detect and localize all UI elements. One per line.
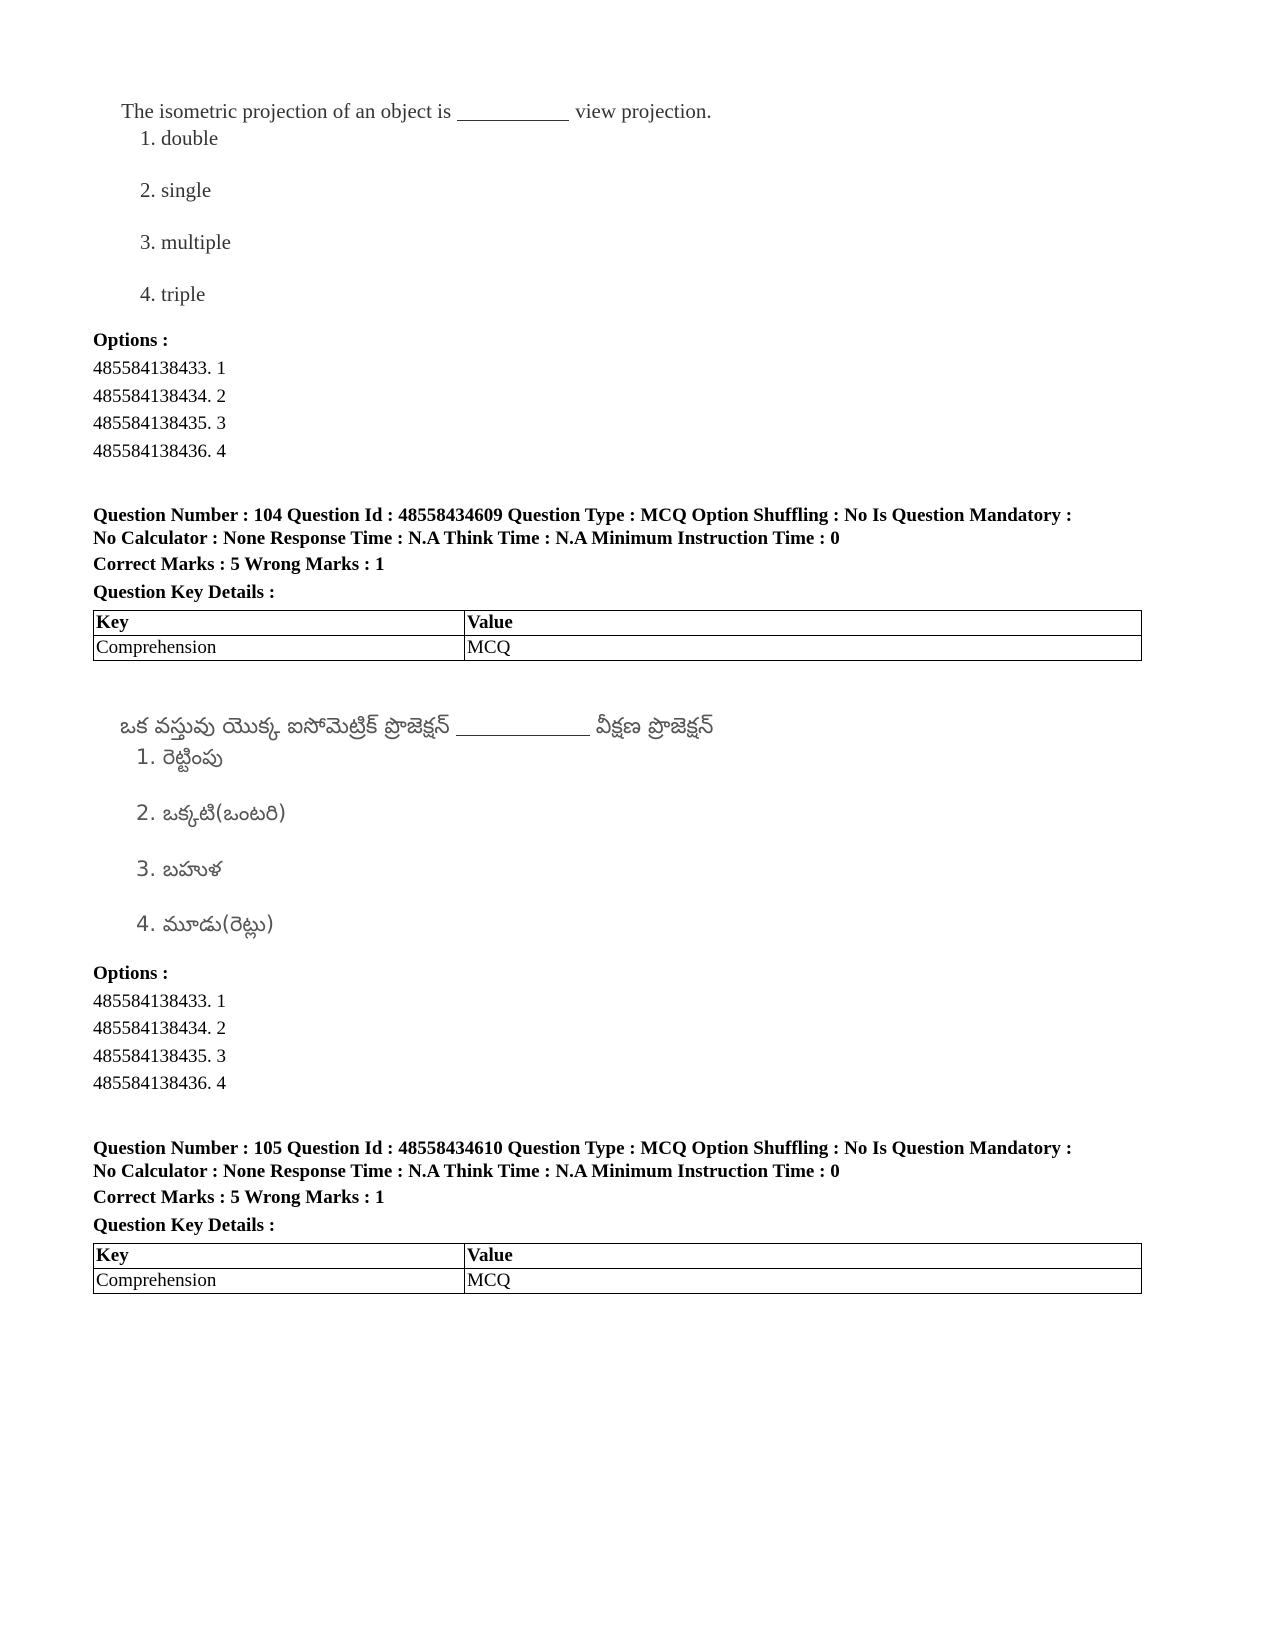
option-id: 485584138433. 1 [93,358,226,379]
question-header [93,1137,1253,1183]
table-header-row [94,611,1142,636]
english-question-stem [111,74,712,124]
table-cell: Comprehension [94,636,465,661]
table-cell: Comprehension [94,1269,465,1294]
option-id: 485584138435. 3 [93,1046,226,1067]
choice-item: 3. multiple [140,230,231,254]
answer-blank [456,735,590,736]
marks-line: Correct Marks : 5 Wrong Marks : 1 [93,554,385,575]
choice-item: 4. మూడు(రెట్లు) [136,912,275,936]
stem-before-text: ఒక వస్తువు యొక్క ఐసోమెట్రిక్ ప్రొజెక్షన్ [120,714,450,739]
table-header-row [94,1244,1142,1269]
table-row [94,636,1142,661]
telugu-question-stem [106,689,713,744]
question-header-line: No Calculator : None Response Time : N.A Think Time : N.A Minimum Instruction Time : 0 [93,1161,840,1182]
table-cell: MCQ [465,1269,1142,1294]
table-header-cell: Value [465,611,1142,636]
key-details-table [93,1243,1142,1294]
key-details-table [93,610,1142,661]
choice-item: 1. రెట్టింపు [136,745,223,769]
stem-before-text: The isometric projection of an object is [121,99,452,123]
options-label: Options : [93,963,169,984]
stem-after-text: view projection. [575,99,712,123]
answer-blank [457,120,569,121]
table-cell: MCQ [465,636,1142,661]
key-details-label: Question Key Details : [93,1215,276,1236]
option-id: 485584138434. 2 [93,386,226,407]
option-id: 485584138436. 4 [93,441,226,462]
key-details-label: Question Key Details : [93,582,276,603]
option-id: 485584138434. 2 [93,1018,226,1039]
table-header-cell: Value [465,1244,1142,1269]
table-header-cell: Key [94,611,465,636]
question-header-line: Question Number : 105 Question Id : 48558434610 Question Type : MCQ Option Shuffling : No Is Question Mandatory : [93,1138,1073,1159]
table-row [94,1269,1142,1294]
choice-item: 4. triple [140,282,206,306]
options-label: Options : [93,330,169,351]
question-header-line: Question Number : 104 Question Id : 48558434609 Question Type : MCQ Option Shuffling : No Is Question Mandatory : [93,505,1073,526]
table-header-cell: Key [94,1244,465,1269]
choice-item: 1. double [140,126,219,150]
choice-item: 3. బహుళ [136,857,222,881]
option-id: 485584138435. 3 [93,413,226,434]
option-id: 485584138436. 4 [93,1073,226,1094]
option-id: 485584138433. 1 [93,991,226,1012]
marks-line: Correct Marks : 5 Wrong Marks : 1 [93,1187,385,1208]
choice-item: 2. single [140,178,212,202]
question-header [93,504,1253,550]
choice-item: 2. ఒక్కటి(ఒంటరి) [136,801,287,825]
stem-after-text: వీక్షణ ప్రొజెక్షన్ [595,714,714,739]
question-header-line: No Calculator : None Response Time : N.A Think Time : N.A Minimum Instruction Time : 0 [93,528,840,549]
